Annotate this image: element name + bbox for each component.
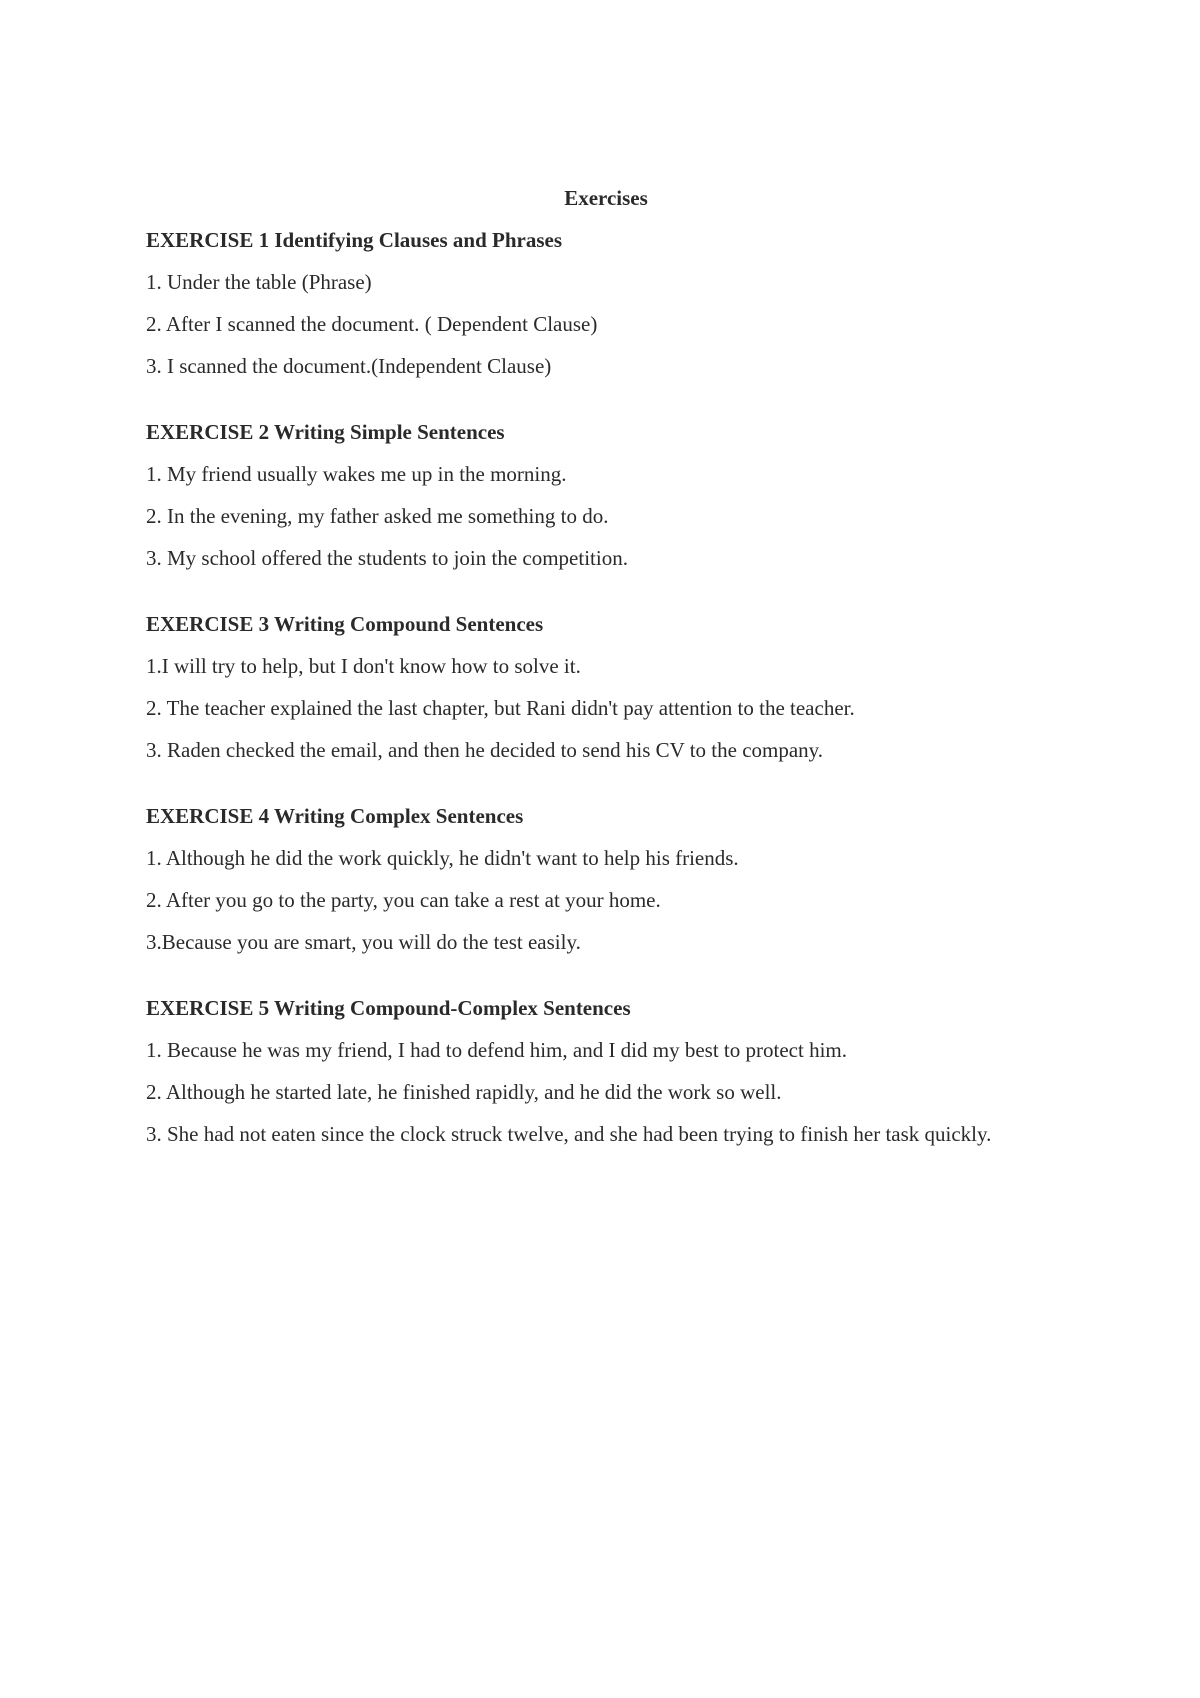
exercise-2-section bbox=[146, 420, 1066, 570]
exercise-4-item-3: 3.Because you are smart, you will do the test easily. bbox=[146, 930, 581, 954]
exercise-1-section bbox=[146, 228, 1066, 378]
exercise-2-item-3: 3. My school offered the students to join the competition. bbox=[146, 546, 628, 570]
exercise-2-item-1: 1. My friend usually wakes me up in the morning. bbox=[146, 462, 567, 486]
exercise-4-item-1: 1. Although he did the work quickly, he didn't want to help his friends. bbox=[146, 846, 739, 870]
exercise-5-item-2: 2. Although he started late, he finished rapidly, and he did the work so well. bbox=[146, 1080, 782, 1104]
exercise-3-section bbox=[146, 612, 1066, 762]
exercise-1-item-2: 2. After I scanned the document. ( Dependent Clause) bbox=[146, 312, 598, 336]
exercise-3-item-2: 2. The teacher explained the last chapter, but Rani didn't pay attention to the teacher. bbox=[146, 696, 855, 720]
exercise-1-heading: EXERCISE 1 Identifying Clauses and Phrases bbox=[146, 228, 563, 252]
exercise-5-item-3: 3. She had not eaten since the clock struck twelve, and she had been trying to finish her task quickly. bbox=[146, 1122, 992, 1146]
exercise-4-heading: EXERCISE 4 Writing Complex Sentences bbox=[146, 804, 524, 828]
exercise-5-item-1: 1. Because he was my friend, I had to defend him, and I did my best to protect him. bbox=[146, 1038, 847, 1062]
exercise-1-item-3: 3. I scanned the document.(Independent Clause) bbox=[146, 354, 552, 378]
exercise-4-section bbox=[146, 804, 1066, 954]
exercise-2-item-2: 2. In the evening, my father asked me something to do. bbox=[146, 504, 609, 528]
document-body bbox=[146, 186, 1066, 1197]
exercise-1-item-1: 1. Under the table (Phrase) bbox=[146, 270, 372, 294]
exercise-3-item-1: 1.I will try to help, but I don't know how to solve it. bbox=[146, 654, 581, 678]
exercise-2-heading: EXERCISE 2 Writing Simple Sentences bbox=[146, 420, 505, 444]
exercise-5-heading: EXERCISE 5 Writing Compound-Complex Sentences bbox=[146, 996, 631, 1020]
document-title: Exercises bbox=[564, 186, 648, 210]
exercise-3-item-3: 3. Raden checked the email, and then he decided to send his CV to the company. bbox=[146, 738, 824, 762]
exercise-3-heading: EXERCISE 3 Writing Compound Sentences bbox=[146, 612, 544, 636]
exercise-5-section bbox=[146, 996, 1066, 1155]
exercise-4-item-2: 2. After you go to the party, you can take a rest at your home. bbox=[146, 888, 661, 912]
